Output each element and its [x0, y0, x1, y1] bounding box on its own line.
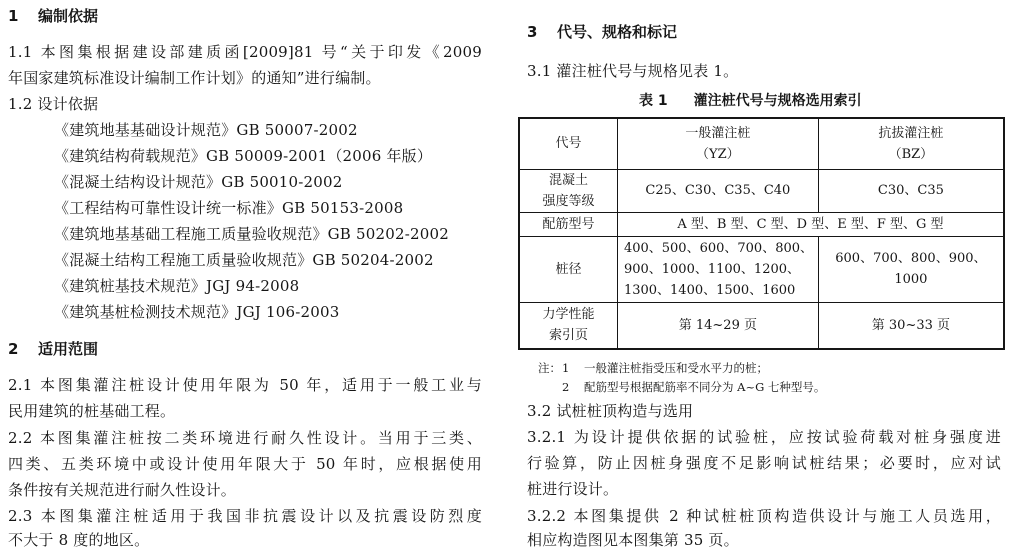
section-2-number: 2 [8, 340, 19, 358]
table-row [519, 212, 1004, 236]
concrete-grade-label: 混凝土 强度等级 [519, 169, 617, 212]
para-1-2-heading: 1.2 设计依据 [8, 95, 99, 113]
section-2-title: 适用范围 [38, 340, 99, 358]
para-2-3-line-1: 2.3 本图集灌注桩适用于我国非抗震设计以及抗震设防烈度 [8, 507, 482, 525]
para-2-3-line-2: 不大于 8 度的地区。 [8, 531, 150, 549]
para-3-2-1-line-3: 桩进行设计。 [527, 480, 619, 498]
concrete-grade-general: C25、C30、C35、C40 [617, 169, 818, 212]
rebar-type-value: A 型、B 型、C 型、D 型、E 型、F 型、G 型 [617, 212, 1004, 236]
section-2-heading [8, 339, 98, 359]
code-item: 《混凝土结构工程施工质量验收规范》GB 50204-2002 [54, 251, 434, 269]
code-item: 《混凝土结构设计规范》GB 50010-2002 [54, 173, 343, 191]
para-1-1-line-2: 年国家建筑标准设计编制工作计划》的通知”进行编制。 [8, 69, 381, 87]
para-3-2-2-line-1: 3.2.2 本图集提供 2 种试桩桩顶构造供设计与施工人员选用， [527, 507, 1001, 525]
para-3-1: 3.1 灌注桩代号与规格见表 1。 [527, 62, 739, 80]
pile-spec-table [518, 117, 1005, 350]
section-3-heading [527, 22, 677, 42]
para-2-2-line-2: 四类、五类环境中或设计使用年限大于 50 年时，应根据使用 [8, 455, 482, 473]
code-item: 《建筑结构荷载规范》GB 50009-2001（2006 年版） [54, 147, 433, 165]
rebar-type-label: 配筋型号 [519, 212, 617, 236]
para-2-2-line-1: 2.2 本图集灌注桩按二类环境进行耐久性设计。当用于三类、 [8, 429, 482, 447]
section-3-2-heading: 3.2 试桩桩顶构造与选用 [527, 402, 694, 420]
para-2-1-line-1: 2.1 本图集灌注桩设计使用年限为 50 年，适用于一般工业与 [8, 376, 482, 394]
table-row [519, 118, 1004, 169]
header-code-cell: 代号 [519, 118, 617, 169]
mechanics-index-general: 第 14~29 页 [617, 302, 818, 349]
note-1-text: 一般灌注桩指受压和受水平力的桩； [584, 361, 768, 375]
section-1-heading [8, 6, 98, 26]
code-item: 《建筑地基基础工程施工质量验收规范》GB 50202-2002 [54, 225, 449, 243]
para-3-2-1-line-1: 3.2.1 为设计提供依据的试验桩，应按试验荷载对桩身强度进 [527, 428, 1001, 446]
table-caption [639, 91, 862, 111]
code-item: 《建筑桩基技术规范》JGJ 94-2008 [54, 277, 300, 295]
section-1-title: 编制依据 [38, 7, 99, 25]
table-note-1 [538, 360, 768, 376]
code-item: 《工程结构可靠性设计统一标准》GB 50153-2008 [54, 199, 404, 217]
diameter-uplift: 600、700、800、900、1000 [818, 236, 1004, 302]
para-2-2-line-3: 条件按有关规范进行耐久性设计。 [8, 481, 237, 499]
diameter-label: 桩径 [519, 236, 617, 302]
code-item: 《建筑地基基础设计规范》GB 50007-2002 [54, 121, 358, 139]
diameter-general: 400、500、600、700、800、 900、1000、1100、1200、 1300、1400、1500、1600 [617, 236, 818, 302]
para-1-1-line-1: 1.1 本图集根据建设部建质函[2009]81 号“关于印发《2009 [8, 43, 482, 61]
para-2-1-line-2: 民用建筑的桩基础工程。 [8, 402, 176, 420]
note-1-index: 1 [562, 361, 570, 375]
table-row [519, 169, 1004, 212]
section-1-number: 1 [8, 7, 19, 25]
note-2-index: 2 [562, 380, 570, 394]
note-tag: 注： [538, 361, 561, 375]
section-3-title: 代号、规格和标记 [557, 23, 678, 41]
para-3-2-1-line-2: 行验算，防止因桩身强度不足影响试桩结果；必要时，应对试 [527, 454, 1001, 472]
table-caption-title: 灌注桩代号与规格选用索引 [693, 93, 862, 109]
note-2-text: 配筋型号根据配筋率不同分为 A~G 七种型号。 [584, 380, 826, 394]
para-3-2-2-line-2: 相应构造图见本图集第 35 页。 [527, 531, 739, 549]
mechanics-index-uplift: 第 30~33 页 [818, 302, 1004, 349]
header-general-cell: 一般灌注桩 （YZ） [617, 118, 818, 169]
table-caption-label: 表 1 [639, 93, 668, 109]
section-3-number: 3 [527, 23, 538, 41]
header-uplift-cell: 抗拔灌注桩 （BZ） [818, 118, 1004, 169]
table-row [519, 302, 1004, 349]
table-note-2 [562, 379, 825, 395]
table-row [519, 236, 1004, 302]
concrete-grade-uplift: C30、C35 [818, 169, 1004, 212]
code-item: 《建筑基桩检测技术规范》JGJ 106-2003 [54, 303, 340, 321]
mechanics-index-label: 力学性能 索引页 [519, 302, 617, 349]
